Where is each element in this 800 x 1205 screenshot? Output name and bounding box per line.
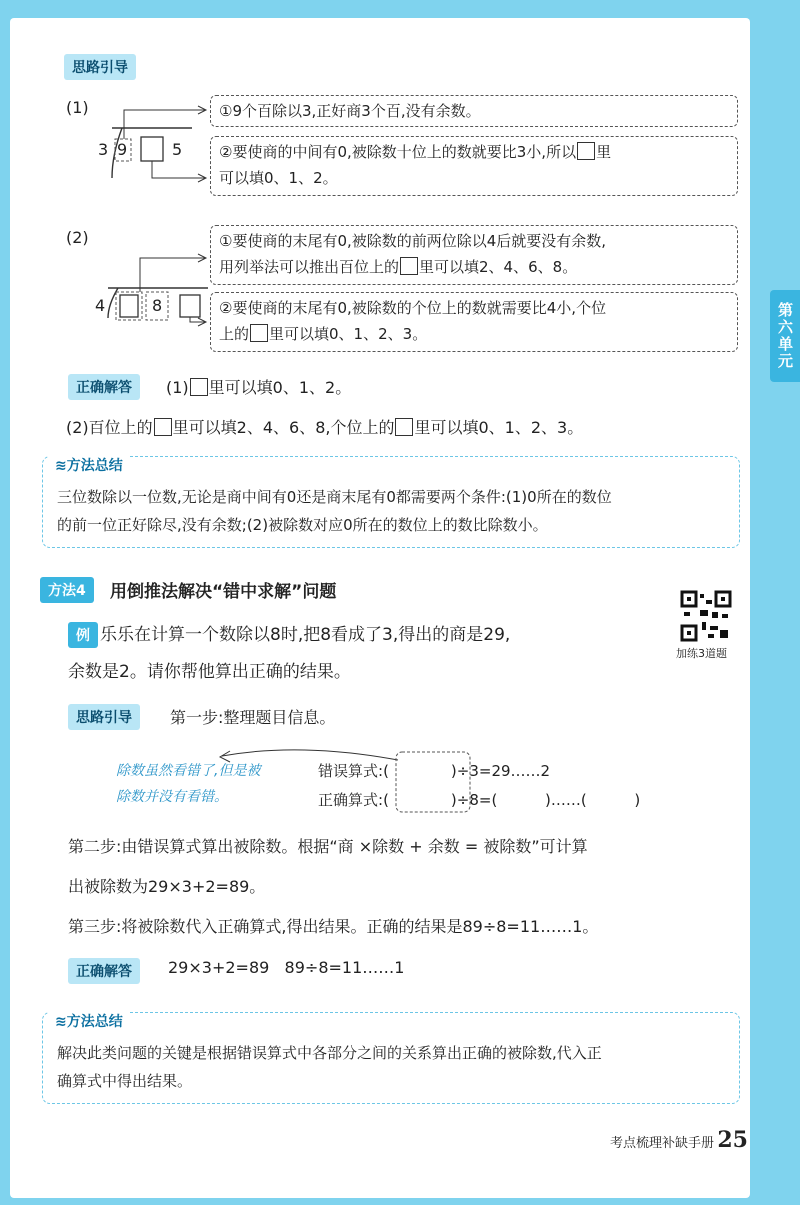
right-formula [318,789,640,810]
part2-note-1-text-a: ①要使商的末尾有0,被除数的前两位除以4后就要没有余数, [219,232,607,250]
method-summary-header: ≋方法总结 [49,455,129,475]
example-line-2: 余数是2。请你帮他算出正确的结果。 [68,662,351,682]
answer-2 [66,415,583,438]
wrong-formula-rest: )÷3=29……2 [450,762,551,780]
part1-note-1-text: ①9个百除以3,正好商3个百,没有余数。 [219,102,481,120]
correct-answer-badge-2: 正确解答 [68,958,140,984]
part2-digit-tens: 8 [152,296,163,315]
answer-final: 29×3+2=89 89÷8=11……1 [168,958,405,977]
part2-note-2-text-c: 里可以填0、1、2、3。 [269,325,428,343]
blank-box-icon [577,142,595,160]
method-summary-2 [42,1012,740,1104]
summary-line-1: 三位数除以一位数,无论是商中间有0还是商末尾有0都需要两个条件:(1)0所在的数位 [57,488,612,506]
part2-note-1-text-b: 用列举法可以推出百位上的 [219,258,400,276]
summary-2-line-2: 确算式中得出结果。 [57,1072,193,1090]
part1-digit-hundreds: 9 [117,140,128,159]
summary-line-2: 的前一位正好除尽,没有余数;(2)被除数对应0所在的数位上的数比除数小。 [57,516,548,534]
book-title: 考点梳理补缺手册 [609,1136,714,1151]
blank-box-icon [154,418,172,436]
part1-note-2 [210,136,738,196]
part1-note-2-text-a: ②要使商的中间有0,被除数十位上的数就要比3小,所以 [219,143,577,161]
answer-2-b: 里可以填2、4、6、8,个位上的 [172,418,395,437]
thinking-guide-badge-2: 思路引导 [68,704,140,730]
method-summary-header-2: ≋方法总结 [49,1011,129,1031]
method-summary-1 [42,456,740,548]
step-3: 第三步:将被除数代入正确算式,得出结果。正确的结果是89÷8=11……1。 [68,917,599,936]
part1-note-2-text-b: 里 [596,143,612,161]
step-2-line-2: 出被除数为29×3+2=89。 [68,877,266,896]
example-badge: 例 [68,622,98,648]
part2-divisor: 4 [95,296,106,315]
thinking-guide-badge: 思路引导 [64,54,136,80]
wrong-formula-open: ( [383,762,389,780]
method-4-title: 用倒推法解决“错中求解”问题 [110,582,337,602]
part2-note-1 [210,225,738,285]
blank-box-icon [190,378,208,396]
summary-2-line-1: 解决此类问题的关键是根据错误算式中各部分之间的关系算出正确的被除数,代入正 [57,1044,602,1062]
step-1: 第一步:整理题目信息。 [170,708,336,727]
part2-note-2 [210,292,738,352]
blank-box-icon [400,257,418,275]
part2-note-2-text-b: 上的 [219,325,250,343]
answer-1-a: (1) [166,378,189,397]
part2-note-1-text-c: 里可以填2、4、6、8。 [419,258,578,276]
part1-divisor: 3 [98,140,109,159]
qr-caption: 加练3道题 [676,647,727,660]
right-formula-label: 正确算式: [318,791,384,809]
answer-1-b: 里可以填0、1、2。 [208,378,352,397]
hand-note-line-2: 除数并没有看错。 [116,789,228,805]
part1-digit-ones: 5 [172,140,183,159]
answer-2-a: (2)百位上的 [66,418,153,437]
qr-code-icon[interactable] [680,590,732,642]
part1-note-1 [210,95,738,127]
answer-2-c: 里可以填0、1、2、3。 [414,418,584,437]
page-number: 25 [717,1127,748,1153]
answer-1 [166,375,351,398]
part1-note-2-text-c: 可以填0、1、2。 [219,169,338,187]
blank-box-icon [395,418,413,436]
unit-tab[interactable]: 第六单元 [770,290,800,382]
wrong-formula [318,760,550,781]
example-line-1: 乐乐在计算一个数除以8时,把8看成了3,得出的商是29, [100,625,511,645]
blank-box-icon [250,324,268,342]
hand-note-line-1: 除数虽然看错了,但是被 [116,763,261,779]
part2-label: (2) [66,228,89,247]
part2-note-2-text-a: ②要使商的末尾有0,被除数的个位上的数就需要比4小,个位 [219,299,607,317]
wrong-formula-label: 错误算式: [318,762,384,780]
method-4-badge: 方法4 [40,577,94,603]
step-2-line-1: 第二步:由错误算式算出被除数。根据“商 ×除数 + 余数 = 被除数”可计算 [68,837,588,856]
method-summary-body-2 [57,1039,727,1095]
method-summary-body [57,483,727,539]
right-formula-open: ( [383,791,389,809]
correct-answer-badge: 正确解答 [68,374,140,400]
part1-label: (1) [66,98,89,117]
right-formula-rest: )÷8=( )……( ) [450,791,641,809]
